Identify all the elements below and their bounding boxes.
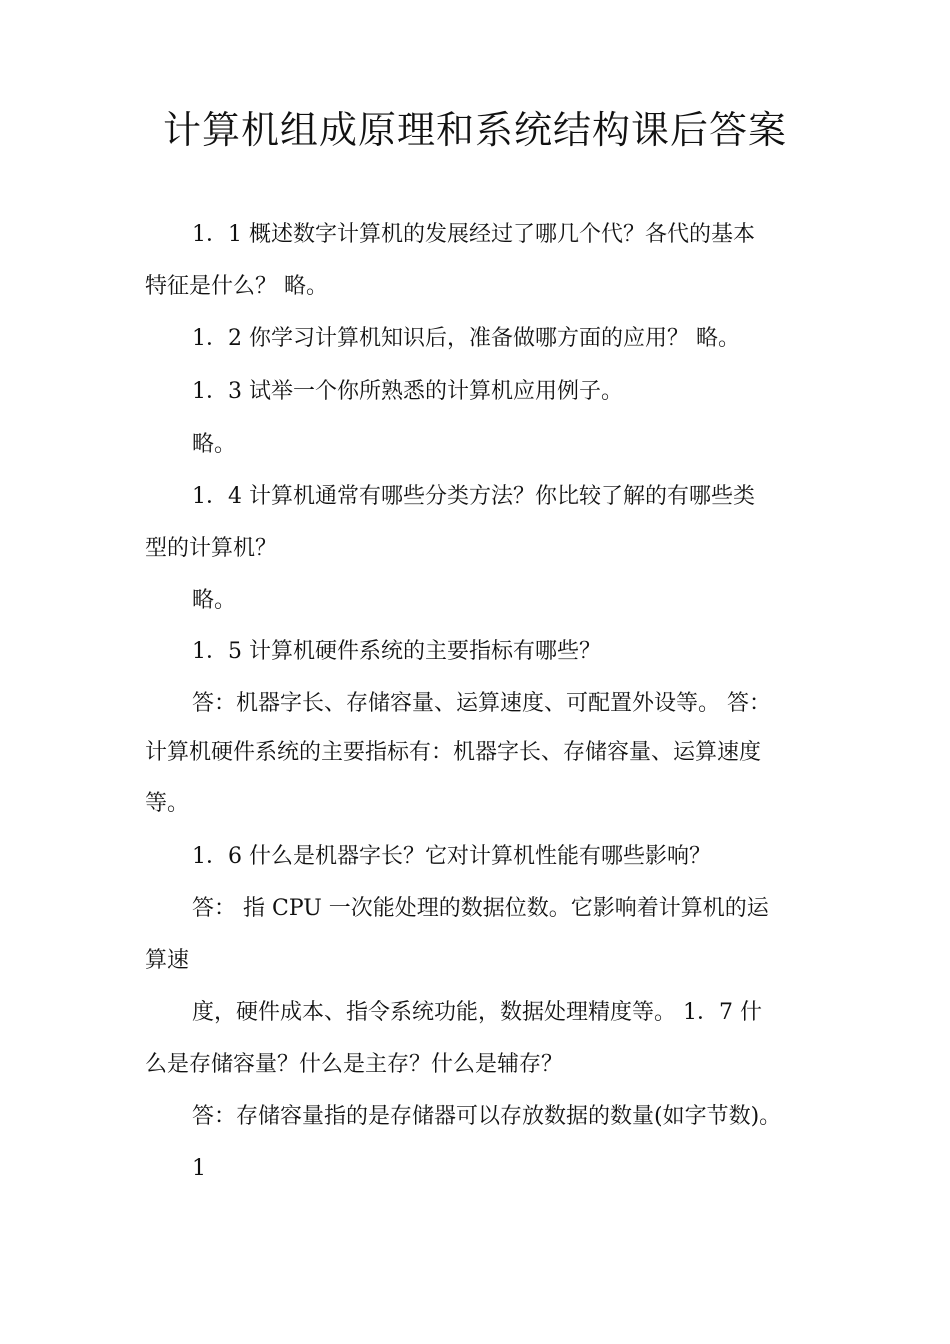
text-line-q5-answer-2: 计算机硬件系统的主要指标有：机器字长、存储容量、运算速度 (145, 740, 762, 765)
text-line-q2: 1．2 你学习计算机知识后，准备做哪方面的应用？ 略。 (192, 326, 740, 351)
text-line-q7: 么是存储容量？什么是主存？什么是辅存？ (145, 1052, 564, 1077)
text-line-q4-2: 型的计算机？ (145, 536, 278, 561)
document-title: 计算机组成原理和系统结构课后答案 (162, 108, 787, 152)
text-line-q3-answer: 略。 (192, 432, 237, 457)
text-line-q3: 1．3 试举一个你所熟悉的计算机应用例子。 (192, 379, 623, 404)
text-line-q6-answer-1: 答： 指 CPU 一次能处理的数据位数。它影响着计算机的运 (192, 896, 769, 921)
page-number: 1 (192, 1156, 206, 1181)
text-line-q1-2: 特征是什么？ 略。 (145, 274, 328, 299)
text-line-q5-answer-1: 答：机器字长、存储容量、运算速度、可配置外设等。 答： (192, 691, 771, 716)
text-line-q6: 1．6 什么是机器字长？它对计算机性能有哪些影响？ (192, 844, 711, 869)
text-line-q5: 1．5 计算机硬件系统的主要指标有哪些？ (192, 639, 601, 664)
text-line-q5-answer-3: 等。 (145, 791, 190, 816)
text-line-q4-answer: 略。 (192, 588, 237, 613)
text-line-q6-answer-2: 算速 (145, 948, 190, 973)
text-line-q4-1: 1．4 计算机通常有哪些分类方法？你比较了解的有哪些类 (192, 484, 755, 509)
text-line-q6-answer-3: 度，硬件成本、指令系统功能，数据处理精度等。 1．7 什 (192, 1000, 762, 1025)
text-line-q1-1: 1．1 概述数字计算机的发展经过了哪几个代？各代的基本 (192, 222, 755, 247)
text-line-q7-answer: 答：存储容量指的是存储器可以存放数据的数量(如字节数)。 (192, 1104, 782, 1129)
